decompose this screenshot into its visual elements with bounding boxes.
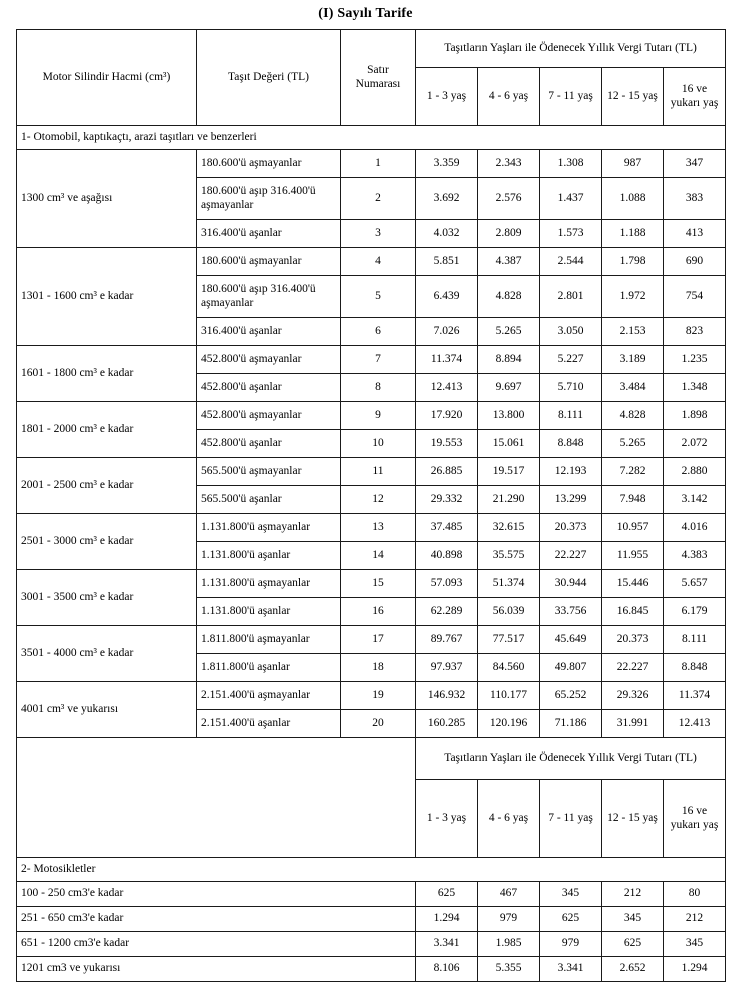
tax-amount-cell-age-4: 5.265 [602, 430, 664, 458]
tax-amount-cell-age-3: 22.227 [540, 542, 602, 570]
tax-amount-cell-age-2: 13.800 [478, 402, 540, 430]
vehicle-value-cell: 452.800'ü aşmayanlar [197, 346, 341, 374]
header-age-2: 4 - 6 yaş [478, 68, 540, 126]
tax-amount-cell-age-4: 11.955 [602, 542, 664, 570]
tax-amount-cell-age-3: 1.308 [540, 150, 602, 178]
tax-amount-cell-age-2: 4.828 [478, 276, 540, 318]
tax-amount-cell-age-1: 3.341 [416, 932, 478, 957]
tax-amount-cell-age-3: 2.801 [540, 276, 602, 318]
tax-amount-cell-age-3: 45.649 [540, 626, 602, 654]
tax-amount-cell-age-4: 15.446 [602, 570, 664, 598]
tax-amount-cell-age-2: 2.343 [478, 150, 540, 178]
tax-amount-cell-age-5: 1.235 [664, 346, 726, 374]
vehicle-value-cell: 565.500'ü aşanlar [197, 486, 341, 514]
vehicle-value-cell: 452.800'ü aşmayanlar [197, 402, 341, 430]
tax-amount-cell-age-2: 467 [478, 882, 540, 907]
header-age-5: 16 ve yukarı yaş [664, 68, 726, 126]
header-2-age-2: 4 - 6 yaş [478, 780, 540, 858]
row-number-cell: 9 [341, 402, 416, 430]
header-2-age-3: 7 - 11 yaş [540, 780, 602, 858]
row-number-cell: 5 [341, 276, 416, 318]
vehicle-value-cell: 452.800'ü aşanlar [197, 430, 341, 458]
tax-amount-cell-age-1: 40.898 [416, 542, 478, 570]
vehicle-value-cell: 1.811.800'ü aşmayanlar [197, 626, 341, 654]
tax-amount-cell-age-4: 625 [602, 932, 664, 957]
tax-amount-cell-age-1: 17.920 [416, 402, 478, 430]
tax-amount-cell-age-3: 1.437 [540, 178, 602, 220]
tax-amount-cell-age-3: 65.252 [540, 682, 602, 710]
vehicle-value-cell: 180.600'ü aşıp 316.400'ü aşmayanlar [197, 178, 341, 220]
header-vehicle-value: Taşıt Değeri (TL) [197, 30, 341, 126]
row-number-cell: 15 [341, 570, 416, 598]
vehicle-value-cell: 316.400'ü aşanlar [197, 318, 341, 346]
tax-amount-cell-age-4: 31.991 [602, 710, 664, 738]
tax-amount-cell-age-2: 120.196 [478, 710, 540, 738]
row-number-cell: 4 [341, 248, 416, 276]
engine-capacity-cell: 1300 cm³ ve aşağısı [17, 150, 197, 248]
tax-amount-cell-age-3: 33.756 [540, 598, 602, 626]
tax-amount-cell-age-5: 1.294 [664, 957, 726, 982]
header-2-age-4: 12 - 15 yaş [602, 780, 664, 858]
section-2-label: 2- Motosikletler [17, 858, 726, 882]
table-header-row-1 [17, 30, 726, 68]
tax-amount-cell-age-3: 12.193 [540, 458, 602, 486]
table-row [17, 570, 726, 598]
row-number-cell: 1 [341, 150, 416, 178]
tax-amount-cell-age-1: 62.289 [416, 598, 478, 626]
row-number-cell: 14 [341, 542, 416, 570]
row-number-cell: 3 [341, 220, 416, 248]
tax-amount-cell-age-5: 2.880 [664, 458, 726, 486]
tax-amount-cell-age-3: 2.544 [540, 248, 602, 276]
row-number-cell: 6 [341, 318, 416, 346]
tax-amount-cell-age-3: 625 [540, 907, 602, 932]
tax-amount-cell-age-1: 625 [416, 882, 478, 907]
tax-amount-cell-age-4: 1.972 [602, 276, 664, 318]
tax-amount-cell-age-2: 2.809 [478, 220, 540, 248]
table-row [17, 957, 726, 982]
tax-amount-cell-age-3: 1.573 [540, 220, 602, 248]
section-1-label: 1- Otomobil, kaptıkaçtı, arazi taşıtları ve benzerleri [17, 126, 726, 150]
tax-amount-cell-age-1: 26.885 [416, 458, 478, 486]
tax-amount-cell-age-1: 19.553 [416, 430, 478, 458]
tax-amount-cell-age-1: 8.106 [416, 957, 478, 982]
tax-amount-cell-age-2: 32.615 [478, 514, 540, 542]
tax-amount-cell-age-3: 3.341 [540, 957, 602, 982]
row-number-cell: 16 [341, 598, 416, 626]
engine-capacity-cell: 2501 - 3000 cm³ e kadar [17, 514, 197, 570]
row-number-cell: 18 [341, 654, 416, 682]
engine-capacity-cell: 4001 cm³ ve yukarısı [17, 682, 197, 738]
tax-amount-cell-age-3: 20.373 [540, 514, 602, 542]
tax-amount-cell-age-2: 5.355 [478, 957, 540, 982]
row-number-cell: 12 [341, 486, 416, 514]
vehicle-value-cell: 2.151.400'ü aşanlar [197, 710, 341, 738]
tax-amount-cell-age-5: 80 [664, 882, 726, 907]
tax-amount-cell-age-5: 690 [664, 248, 726, 276]
tax-amount-cell-age-4: 1.088 [602, 178, 664, 220]
section-label-row [17, 126, 726, 150]
row-number-cell: 17 [341, 626, 416, 654]
tax-amount-cell-age-2: 4.387 [478, 248, 540, 276]
tax-amount-cell-age-4: 7.282 [602, 458, 664, 486]
tax-amount-cell-age-4: 3.484 [602, 374, 664, 402]
tax-amount-cell-age-5: 823 [664, 318, 726, 346]
motorcycle-capacity-cell: 100 - 250 cm3'e kadar [17, 882, 416, 907]
tax-amount-cell-age-3: 979 [540, 932, 602, 957]
engine-capacity-cell: 1801 - 2000 cm³ e kadar [17, 402, 197, 458]
engine-capacity-cell: 1601 - 1800 cm³ e kadar [17, 346, 197, 402]
tax-amount-cell-age-5: 212 [664, 907, 726, 932]
tax-amount-cell-age-2: 8.894 [478, 346, 540, 374]
tax-amount-cell-age-5: 754 [664, 276, 726, 318]
header-tax-group-2: Taşıtların Yaşları ile Ödenecek Yıllık Vergi Tutarı (TL) [416, 738, 726, 780]
tax-amount-cell-age-1: 89.767 [416, 626, 478, 654]
tax-amount-cell-age-1: 37.485 [416, 514, 478, 542]
vehicle-value-cell: 1.131.800'ü aşmayanlar [197, 570, 341, 598]
tax-amount-cell-age-5: 383 [664, 178, 726, 220]
tax-amount-cell-age-3: 3.050 [540, 318, 602, 346]
table-row [17, 514, 726, 542]
tax-amount-cell-age-4: 3.189 [602, 346, 664, 374]
tax-amount-cell-age-1: 6.439 [416, 276, 478, 318]
tax-amount-cell-age-2: 51.374 [478, 570, 540, 598]
engine-capacity-cell: 1301 - 1600 cm³ e kadar [17, 248, 197, 346]
table-row [17, 682, 726, 710]
header-2-age-5: 16 ve yukarı yaş [664, 780, 726, 858]
tax-amount-cell-age-1: 29.332 [416, 486, 478, 514]
tax-amount-cell-age-4: 20.373 [602, 626, 664, 654]
tax-amount-cell-age-1: 1.294 [416, 907, 478, 932]
motorcycle-capacity-cell: 651 - 1200 cm3'e kadar [17, 932, 416, 957]
tax-amount-cell-age-1: 97.937 [416, 654, 478, 682]
row-number-cell: 7 [341, 346, 416, 374]
tax-amount-cell-age-4: 29.326 [602, 682, 664, 710]
tax-amount-cell-age-1: 12.413 [416, 374, 478, 402]
tax-amount-cell-age-5: 347 [664, 150, 726, 178]
tax-amount-cell-age-2: 110.177 [478, 682, 540, 710]
tax-amount-cell-age-1: 11.374 [416, 346, 478, 374]
vehicle-value-cell: 1.131.800'ü aşanlar [197, 598, 341, 626]
tax-amount-cell-age-4: 4.828 [602, 402, 664, 430]
tax-amount-cell-age-3: 8.848 [540, 430, 602, 458]
row-number-cell: 10 [341, 430, 416, 458]
table-row [17, 626, 726, 654]
vehicle-value-cell: 1.131.800'ü aşmayanlar [197, 514, 341, 542]
tax-amount-cell-age-3: 13.299 [540, 486, 602, 514]
tax-amount-cell-age-5: 1.898 [664, 402, 726, 430]
row-number-cell: 2 [341, 178, 416, 220]
tax-amount-cell-age-1: 3.692 [416, 178, 478, 220]
empty-spacer-cell [17, 738, 416, 858]
tax-amount-cell-age-3: 345 [540, 882, 602, 907]
tax-amount-cell-age-5: 345 [664, 932, 726, 957]
header-age-1: 1 - 3 yaş [416, 68, 478, 126]
vehicle-value-cell: 2.151.400'ü aşmayanlar [197, 682, 341, 710]
row-number-cell: 11 [341, 458, 416, 486]
vehicle-value-cell: 180.600'ü aşmayanlar [197, 150, 341, 178]
motorcycle-capacity-cell: 1201 cm3 ve yukarısı [17, 957, 416, 982]
tax-amount-cell-age-3: 5.227 [540, 346, 602, 374]
vehicle-value-cell: 180.600'ü aşıp 316.400'ü aşmayanlar [197, 276, 341, 318]
motorcycle-capacity-cell: 251 - 650 cm3'e kadar [17, 907, 416, 932]
tax-amount-cell-age-2: 56.039 [478, 598, 540, 626]
tax-amount-cell-age-5: 5.657 [664, 570, 726, 598]
tax-amount-cell-age-1: 57.093 [416, 570, 478, 598]
tax-amount-cell-age-4: 2.652 [602, 957, 664, 982]
table-row [17, 882, 726, 907]
section-label-row [17, 858, 726, 882]
tax-amount-cell-age-5: 12.413 [664, 710, 726, 738]
tax-amount-cell-age-4: 987 [602, 150, 664, 178]
table-row [17, 346, 726, 374]
header-row-number: Satır Numarası [341, 30, 416, 126]
tax-amount-cell-age-4: 16.845 [602, 598, 664, 626]
header-2-age-1: 1 - 3 yaş [416, 780, 478, 858]
tax-amount-cell-age-4: 22.227 [602, 654, 664, 682]
table-row [17, 907, 726, 932]
tax-amount-cell-age-2: 15.061 [478, 430, 540, 458]
tax-amount-cell-age-2: 19.517 [478, 458, 540, 486]
engine-capacity-cell: 3501 - 4000 cm³ e kadar [17, 626, 197, 682]
table-row [17, 402, 726, 430]
tax-amount-cell-age-3: 8.111 [540, 402, 602, 430]
engine-capacity-cell: 3001 - 3500 cm³ e kadar [17, 570, 197, 626]
tax-amount-cell-age-2: 1.985 [478, 932, 540, 957]
tax-amount-cell-age-2: 979 [478, 907, 540, 932]
tax-amount-cell-age-4: 2.153 [602, 318, 664, 346]
tax-amount-cell-age-2: 2.576 [478, 178, 540, 220]
table-row [17, 932, 726, 957]
tax-amount-cell-age-1: 3.359 [416, 150, 478, 178]
tax-amount-cell-age-5: 2.072 [664, 430, 726, 458]
tax-amount-cell-age-1: 146.932 [416, 682, 478, 710]
header-tax-group: Taşıtların Yaşları ile Ödenecek Yıllık Vergi Tutarı (TL) [416, 30, 726, 68]
tax-amount-cell-age-3: 49.807 [540, 654, 602, 682]
vehicle-value-cell: 452.800'ü aşanlar [197, 374, 341, 402]
page-title: (I) Sayılı Tarife [318, 6, 413, 21]
tax-amount-cell-age-4: 345 [602, 907, 664, 932]
table-row [17, 458, 726, 486]
engine-capacity-cell: 2001 - 2500 cm³ e kadar [17, 458, 197, 514]
tax-amount-cell-age-5: 1.348 [664, 374, 726, 402]
header-age-4: 12 - 15 yaş [602, 68, 664, 126]
tax-amount-cell-age-4: 212 [602, 882, 664, 907]
tax-amount-cell-age-1: 7.026 [416, 318, 478, 346]
tax-amount-cell-age-3: 5.710 [540, 374, 602, 402]
tax-amount-cell-age-5: 4.383 [664, 542, 726, 570]
tax-amount-cell-age-2: 9.697 [478, 374, 540, 402]
tax-amount-cell-age-4: 7.948 [602, 486, 664, 514]
tariff-table [16, 29, 726, 982]
header-age-3: 7 - 11 yaş [540, 68, 602, 126]
tax-amount-cell-age-2: 77.517 [478, 626, 540, 654]
row-number-cell: 20 [341, 710, 416, 738]
table-header-row-3 [17, 738, 726, 780]
tax-amount-cell-age-5: 4.016 [664, 514, 726, 542]
table-row [17, 248, 726, 276]
header-engine-capacity: Motor Silindir Hacmi (cm³) [17, 30, 197, 126]
vehicle-value-cell: 180.600'ü aşmayanlar [197, 248, 341, 276]
tax-amount-cell-age-5: 11.374 [664, 682, 726, 710]
tax-amount-cell-age-2: 35.575 [478, 542, 540, 570]
tax-amount-cell-age-2: 21.290 [478, 486, 540, 514]
tax-amount-cell-age-5: 3.142 [664, 486, 726, 514]
tax-amount-cell-age-5: 6.179 [664, 598, 726, 626]
tax-amount-cell-age-2: 5.265 [478, 318, 540, 346]
table-row [17, 150, 726, 178]
tax-amount-cell-age-5: 413 [664, 220, 726, 248]
tax-amount-cell-age-3: 71.186 [540, 710, 602, 738]
tax-amount-cell-age-2: 84.560 [478, 654, 540, 682]
tax-amount-cell-age-3: 30.944 [540, 570, 602, 598]
tax-amount-cell-age-4: 10.957 [602, 514, 664, 542]
row-number-cell: 13 [341, 514, 416, 542]
vehicle-value-cell: 1.131.800'ü aşanlar [197, 542, 341, 570]
row-number-cell: 8 [341, 374, 416, 402]
tax-amount-cell-age-1: 4.032 [416, 220, 478, 248]
tax-amount-cell-age-4: 1.188 [602, 220, 664, 248]
vehicle-value-cell: 1.811.800'ü aşanlar [197, 654, 341, 682]
vehicle-value-cell: 565.500'ü aşmayanlar [197, 458, 341, 486]
tax-amount-cell-age-5: 8.848 [664, 654, 726, 682]
tax-amount-cell-age-4: 1.798 [602, 248, 664, 276]
tax-amount-cell-age-5: 8.111 [664, 626, 726, 654]
vehicle-value-cell: 316.400'ü aşanlar [197, 220, 341, 248]
tax-amount-cell-age-1: 160.285 [416, 710, 478, 738]
row-number-cell: 19 [341, 682, 416, 710]
tax-amount-cell-age-1: 5.851 [416, 248, 478, 276]
